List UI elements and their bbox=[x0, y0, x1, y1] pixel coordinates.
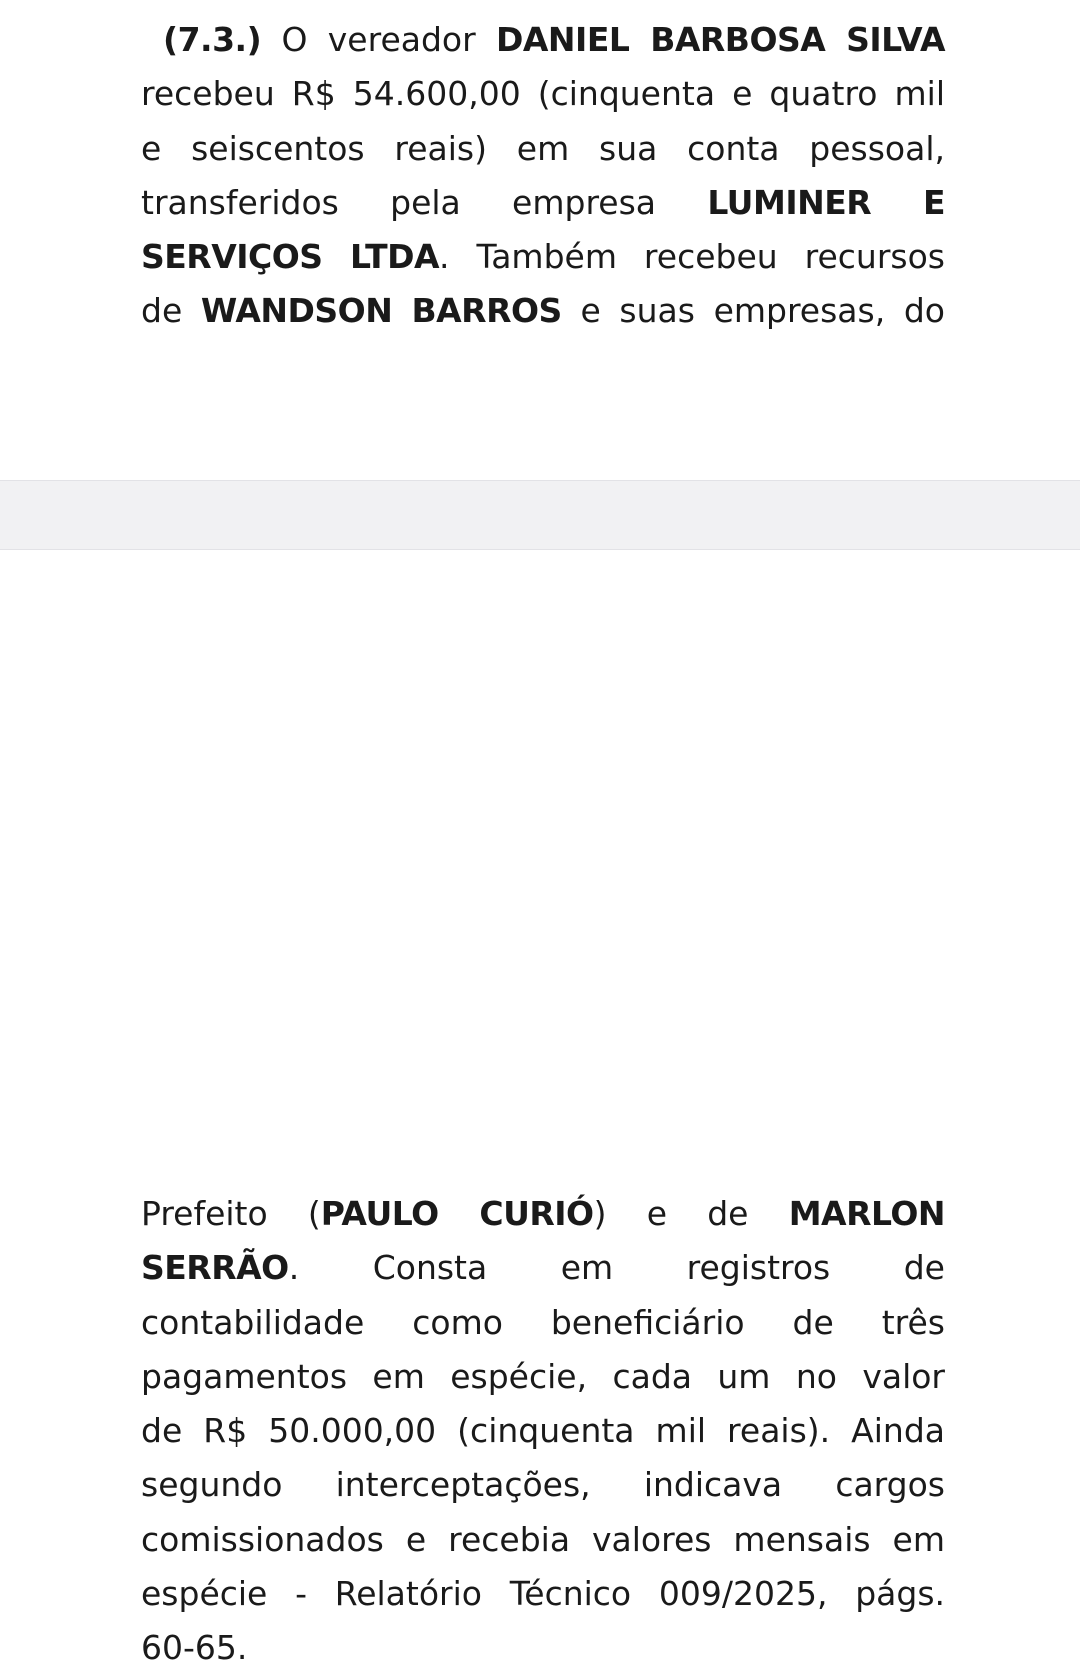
text-segment: e seiscentos reais) em sua conta pessoal, bbox=[141, 128, 945, 168]
bold-text: WANDSON BARROS bbox=[200, 291, 562, 331]
paragraph-top bbox=[141, 13, 945, 339]
text-segment: segundo interceptações, indicava cargos bbox=[141, 1465, 945, 1505]
text-segment: comissionados e recebia valores mensais em bbox=[141, 1519, 945, 1559]
text-line bbox=[141, 13, 945, 67]
text-line bbox=[141, 1458, 945, 1512]
text-line bbox=[141, 1350, 945, 1404]
text-line bbox=[141, 1404, 945, 1458]
text-line bbox=[141, 1241, 945, 1295]
text-line bbox=[141, 176, 945, 230]
text-line bbox=[141, 284, 945, 338]
text-segment: contabilidade como beneficiário de três bbox=[141, 1302, 945, 1342]
text-segment: . Consta em registros de bbox=[288, 1248, 945, 1288]
document-page-top bbox=[0, 0, 1080, 480]
text-line bbox=[141, 1513, 945, 1567]
text-segment: recebeu R$ 54.600,00 (cinquenta e quatro mil bbox=[141, 74, 945, 114]
bold-text: PAULO CURIÓ bbox=[320, 1194, 594, 1233]
bold-text: SERRÃO bbox=[141, 1248, 289, 1288]
text-segment: pagamentos em espécie, cada um no valor bbox=[141, 1356, 945, 1396]
text-segment: Prefeito ( bbox=[141, 1194, 321, 1233]
bold-text: LUMINER E bbox=[707, 182, 946, 222]
text-line bbox=[141, 1296, 945, 1350]
text-segment: ) e de bbox=[593, 1194, 789, 1233]
text-segment: e suas empresas, do bbox=[561, 291, 945, 331]
text-line bbox=[141, 122, 945, 176]
text-segment: espécie - Relatório Técnico 009/2025, págs. bbox=[141, 1574, 945, 1614]
text-line bbox=[141, 1567, 945, 1621]
text-segment: transferidos pela empresa bbox=[141, 182, 708, 222]
text-segment: 60-65. bbox=[141, 1628, 248, 1668]
document-page-bottom bbox=[0, 550, 1080, 1668]
bold-text: MARLON bbox=[788, 1194, 945, 1233]
bold-text: SERVIÇOS LTDA bbox=[141, 237, 440, 277]
text-segment: de R$ 50.000,00 (cinquenta mil reais). Ainda bbox=[141, 1411, 945, 1451]
text-segment: . Também recebeu recursos bbox=[439, 237, 945, 277]
text-line bbox=[141, 230, 945, 284]
text-segment: de bbox=[141, 291, 201, 331]
text-line bbox=[141, 1187, 945, 1241]
paragraph-bottom bbox=[141, 1187, 945, 1676]
bold-text: (7.3.) bbox=[163, 20, 262, 59]
page-separator bbox=[0, 480, 1080, 550]
text-line bbox=[141, 67, 945, 121]
bold-text: DANIEL BARBOSA SILVA bbox=[495, 20, 945, 59]
text-segment: O vereador bbox=[261, 20, 496, 59]
text-line bbox=[141, 1621, 945, 1675]
